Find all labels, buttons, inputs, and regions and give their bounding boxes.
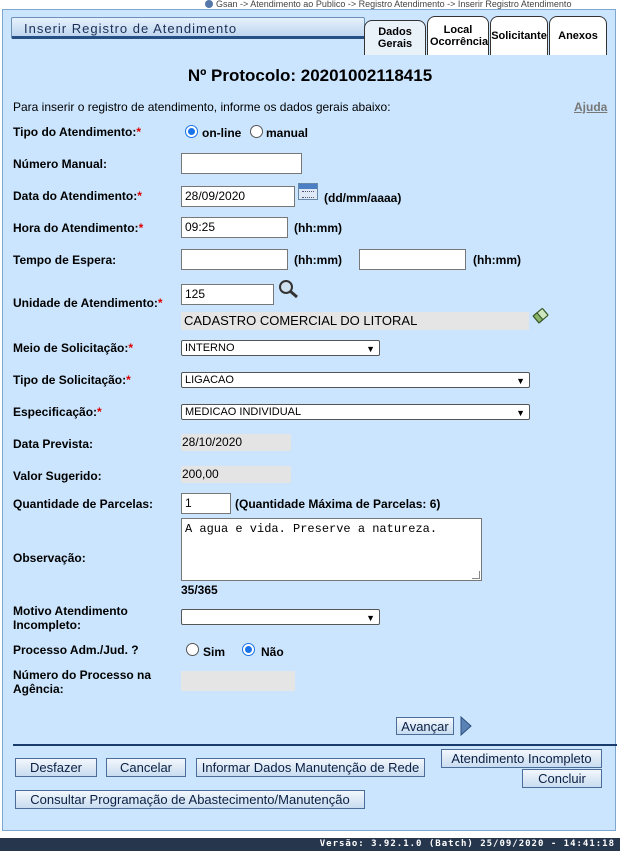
numero-manual-label: Número Manual:	[13, 157, 108, 171]
observacao-counter: 35/365	[181, 583, 218, 597]
chevron-down-icon: ▼	[516, 376, 525, 386]
observacao-text: A agua e vida. Preserve a natureza.	[185, 522, 438, 536]
hora-atendimento-label	[13, 221, 143, 235]
especificacao-label	[13, 405, 102, 419]
label-text: Unidade de Atendimento:	[13, 296, 158, 310]
chevron-down-icon: ▼	[366, 344, 375, 354]
intro-text: Para inserir o registro de atendimento, informe os dados gerais abaixo:	[13, 100, 391, 114]
tempo-espera-label: Tempo de Espera:	[13, 253, 117, 267]
label-line-1: Número do Processo na	[13, 668, 152, 682]
data-format-hint: (dd/mm/aaaa)	[324, 191, 402, 205]
page-title: Inserir Registro de Atendimento	[24, 21, 238, 36]
radio-sim-label: Sim	[203, 645, 226, 659]
quantidade-parcelas-input[interactable]: 1	[181, 493, 231, 514]
data-atendimento-label	[13, 189, 142, 203]
required-mark: *	[126, 373, 131, 387]
tab-label: Local Ocorrência	[430, 24, 489, 48]
required-mark: *	[157, 296, 163, 310]
help-icon	[205, 0, 213, 8]
observacao-label: Observação:	[13, 551, 86, 565]
numero-processo-label	[13, 668, 151, 696]
unidade-atendimento-label	[13, 296, 163, 310]
eraser-icon[interactable]	[531, 306, 551, 326]
tipo-solicitacao-select[interactable]	[181, 372, 530, 388]
quantidade-maxima-hint: (Quantidade Máxima de Parcelas: 6)	[235, 497, 441, 511]
unidade-codigo-input[interactable]: 125	[181, 284, 274, 305]
desfazer-button[interactable]: Desfazer	[15, 758, 97, 777]
especificacao-select[interactable]	[181, 404, 530, 420]
title-bar	[11, 17, 365, 39]
tipo-solicitacao-label	[13, 373, 131, 387]
informar-dados-manutencao-button[interactable]: Informar Dados Manutenção de Rede	[196, 758, 425, 777]
version-footer: Versão: 3.92.1.0 (Batch) 25/09/2020 - 14:41:18	[0, 838, 620, 851]
concluir-button[interactable]: Concluir	[522, 769, 602, 788]
required-mark: *	[137, 189, 142, 203]
radio-online-label: on-line	[202, 126, 242, 140]
label-line-1: Motivo Atendimento	[13, 604, 128, 618]
select-value: INTERNO	[185, 342, 235, 354]
chevron-down-icon: ▼	[516, 408, 525, 418]
tempo-espera-inicio-input[interactable]	[181, 249, 288, 270]
label-text: Meio de Solicitação:	[13, 341, 129, 355]
unidade-nome-field: CADASTRO COMERCIAL DO LITORAL	[181, 312, 529, 330]
tab-label: Solicitante	[491, 30, 547, 42]
title-underline	[12, 36, 364, 39]
breadcrumb-text: Gsan -> Atendimento ao Publico -> Registro Atendimento -> Inserir Registro Atendimento	[216, 0, 572, 9]
select-value: LIGACAO	[185, 374, 234, 386]
tempo-espera-hint-2: (hh:mm)	[473, 253, 521, 267]
radio-nao-label: Não	[261, 645, 284, 659]
tab-dados-gerais[interactable]	[364, 20, 426, 55]
consultar-programacao-button[interactable]: Consultar Programação de Abastecimento/Manutenção	[15, 790, 365, 809]
calendar-icon[interactable]	[298, 183, 318, 200]
resize-grip-icon[interactable]	[472, 571, 480, 579]
label-text: Especificação:	[13, 405, 98, 419]
numero-manual-input[interactable]	[181, 153, 302, 174]
tab-local-ocorrencia[interactable]	[427, 16, 489, 55]
processo-adm-label: Processo Adm./Jud. ?	[13, 643, 139, 657]
calendar-icon-grid	[302, 191, 314, 198]
required-mark: *	[97, 405, 102, 419]
numero-processo-input	[181, 671, 295, 691]
label-line-2: Incompleto:	[13, 618, 81, 632]
valor-sugerido-label: Valor Sugerido:	[13, 469, 102, 483]
tipo-atendimento-label	[13, 125, 141, 139]
required-mark: *	[128, 341, 134, 355]
tab-anexos[interactable]	[549, 16, 607, 55]
main-panel	[2, 9, 616, 831]
required-mark: *	[136, 125, 141, 139]
tab-label: Anexos	[558, 30, 598, 42]
label-text: Tipo do Atendimento:	[13, 125, 137, 139]
label-text: Tipo de Solicitação:	[13, 373, 127, 387]
quantidade-parcelas-label: Quantidade de Parcelas:	[13, 497, 154, 511]
radio-online[interactable]	[185, 125, 198, 138]
tempo-espera-hint-1: (hh:mm)	[294, 253, 342, 267]
tab-solicitante[interactable]	[490, 16, 548, 55]
radio-manual-label: manual	[266, 126, 309, 140]
help-link[interactable]: Ajuda	[574, 100, 608, 114]
label-text: Hora do Atendimento:	[13, 221, 139, 235]
divider	[13, 744, 617, 746]
radio-sim[interactable]	[186, 643, 199, 656]
data-prevista-value: 28/10/2020	[181, 434, 291, 451]
label-text: Data do Atendimento:	[13, 189, 138, 203]
select-value: MEDICAO INDIVIDUAL	[185, 406, 302, 418]
cancelar-button[interactable]: Cancelar	[106, 758, 186, 777]
label-line-2: Agência:	[13, 682, 64, 696]
breadcrumb	[205, 0, 620, 9]
calendar-icon-top	[299, 184, 317, 189]
observacao-textarea[interactable]	[181, 518, 482, 581]
required-mark: *	[138, 221, 144, 235]
hora-atendimento-input[interactable]: 09:25	[181, 217, 288, 238]
data-atendimento-input[interactable]: 28/09/2020	[181, 186, 295, 207]
arrow-right-icon[interactable]	[459, 716, 473, 736]
atendimento-incompleto-button[interactable]: Atendimento Incompleto	[441, 749, 602, 768]
data-prevista-label: Data Prevista:	[13, 437, 94, 451]
protocol-number: Nº Protocolo: 20201002118415	[187, 66, 433, 85]
search-icon[interactable]	[277, 279, 299, 299]
valor-sugerido-value: 200,00	[181, 466, 291, 483]
chevron-down-icon: ▼	[366, 613, 375, 623]
radio-manual[interactable]	[250, 125, 263, 138]
motivo-incompleto-label	[13, 604, 128, 632]
motivo-incompleto-select[interactable]	[181, 609, 380, 625]
radio-nao[interactable]	[242, 643, 255, 656]
hora-format-hint: (hh:mm)	[294, 221, 342, 235]
tab-label: Dados Gerais	[377, 26, 413, 50]
meio-solicitacao-label	[13, 341, 133, 355]
meio-solicitacao-select[interactable]	[181, 340, 380, 356]
avancar-button[interactable]: Avançar	[396, 717, 454, 735]
tempo-espera-fim-input[interactable]	[359, 249, 466, 270]
